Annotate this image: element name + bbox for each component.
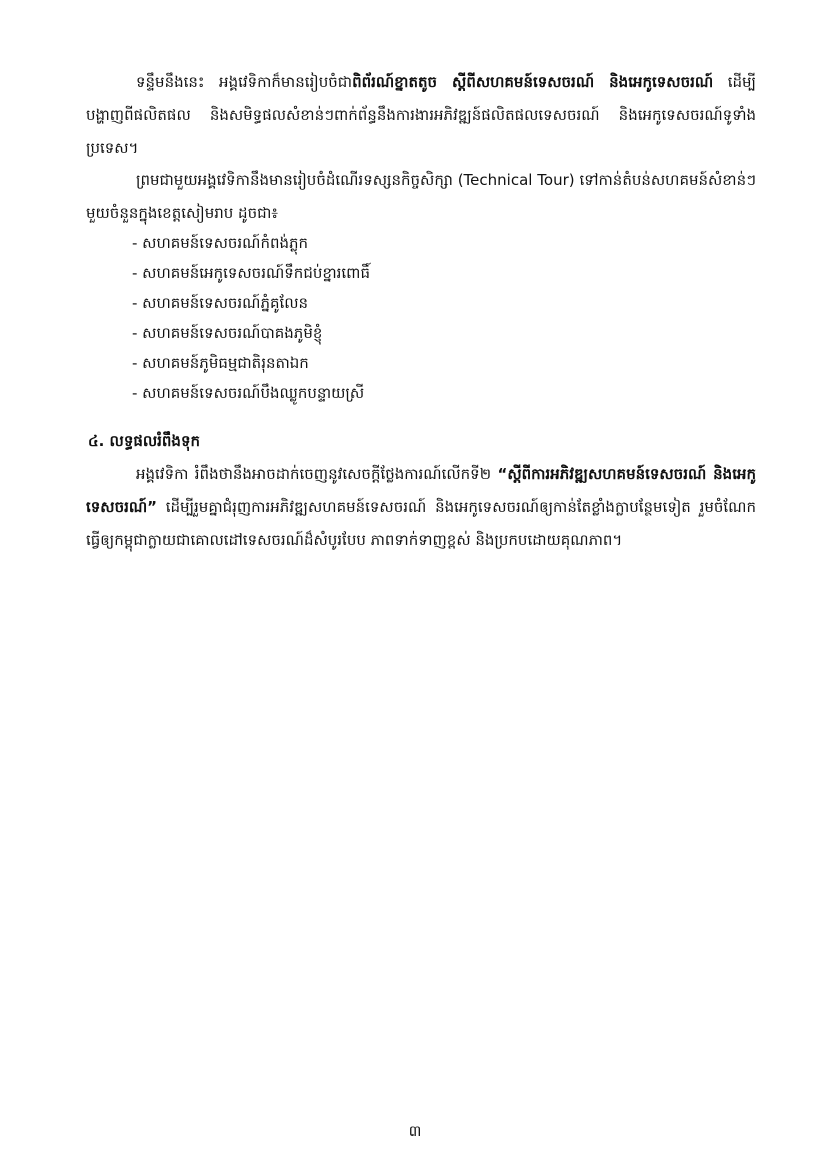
list-item: - សហគមន៍អេកូទេសចរណ៍ទឹកជប់ខ្នារពោធិ៍: [132, 264, 370, 282]
section-heading-expected-results: ៤. លទ្ធផលរំពឹងទុក: [88, 432, 200, 450]
paragraph-expected-results-text-cont: ដើម្បីរួមគ្នាជំរុញការអភិវឌ្ឍសហគមន៍ទេសចរណ៍ និងអេកូទេសចរណ៍ឲ្យកាន់តែខ្លាំងក្លាបន្ថែមទៀត រួមចំណែកធ្វើឲ្យកម្ពុជាក្លាយជាគោលដៅទេសចរណ៍ដ៏សំបូរបែប ភាពទាក់ទាញខ្ពស់ និងប្រកបដោយគុណភាព។: [86, 498, 756, 549]
paragraph-technical-tour-text: ព្រមជាមួយអង្គវេទិកានឹងមានរៀបចំដំណើរទស្សនកិច្ចសិក្សា (Technical Tour) ទៅកាន់តំបន់សហគមន៍សំខាន់ៗមួយចំនួនក្នុងខេត្តសៀមរាប ដូចជា៖: [86, 171, 756, 222]
list-item: - សហគមន៍ទេសចរណ៍បឹងឈ្លូកបន្ទាយស្រី: [132, 384, 365, 402]
paragraph-exhibition-text-cont: ដើម្បីបង្ហាញពីផលិតផល និងសមិទ្ធផលសំខាន់ៗពាក់ព័ន្ធនឹងការងារអភិវឌ្ឍន៍ផលិតផលទេសចរណ៍ និងអេកូទេសចរណ៍ទូទាំងប្រទេស។: [86, 73, 756, 157]
declaration-title: “ស្តីពីការអភិវឌ្ឍសហគមន៍ទេសចរណ៍ និងអេកូទេសចរណ៍”: [86, 465, 756, 516]
paragraph-expected-results: [86, 458, 756, 557]
list-item: - សហគមន៍ទេសចរណ៍កំពង់ភ្លុក: [132, 234, 309, 252]
paragraph-expected-results-text: អង្គវេទិកា រំពឹងថានឹងអាចដាក់ចេញនូវសេចក្តីថ្លែងការណ៍លើកទី២: [136, 465, 498, 483]
page-number: ៣: [408, 1122, 422, 1140]
exhibition-title: ពិព័រណ៍ខ្នាតតូច ស្តីពីសហគមន៍ទេសចរណ៍ និងអេកូទេសចរណ៍: [352, 73, 714, 91]
list-item: - សហគមន៍ភូមិធម្មជាតិរុនតាឯក: [132, 354, 309, 372]
paragraph-exhibition-text: ទន្ទឹមនឹងនេះ អង្គវេទិកាក៏មានរៀបចំជា: [136, 73, 353, 91]
community-site-list: [132, 228, 752, 408]
paragraph-technical-tour: [86, 164, 756, 230]
list-item: - សហគមន៍ទេសចរណ៍បាគងភូមិខ្ញុំ: [132, 324, 323, 342]
list-item: - សហគមន៍ទេសចរណ៍ភ្នំគូលែន: [132, 294, 309, 312]
paragraph-exhibition: [86, 66, 756, 165]
